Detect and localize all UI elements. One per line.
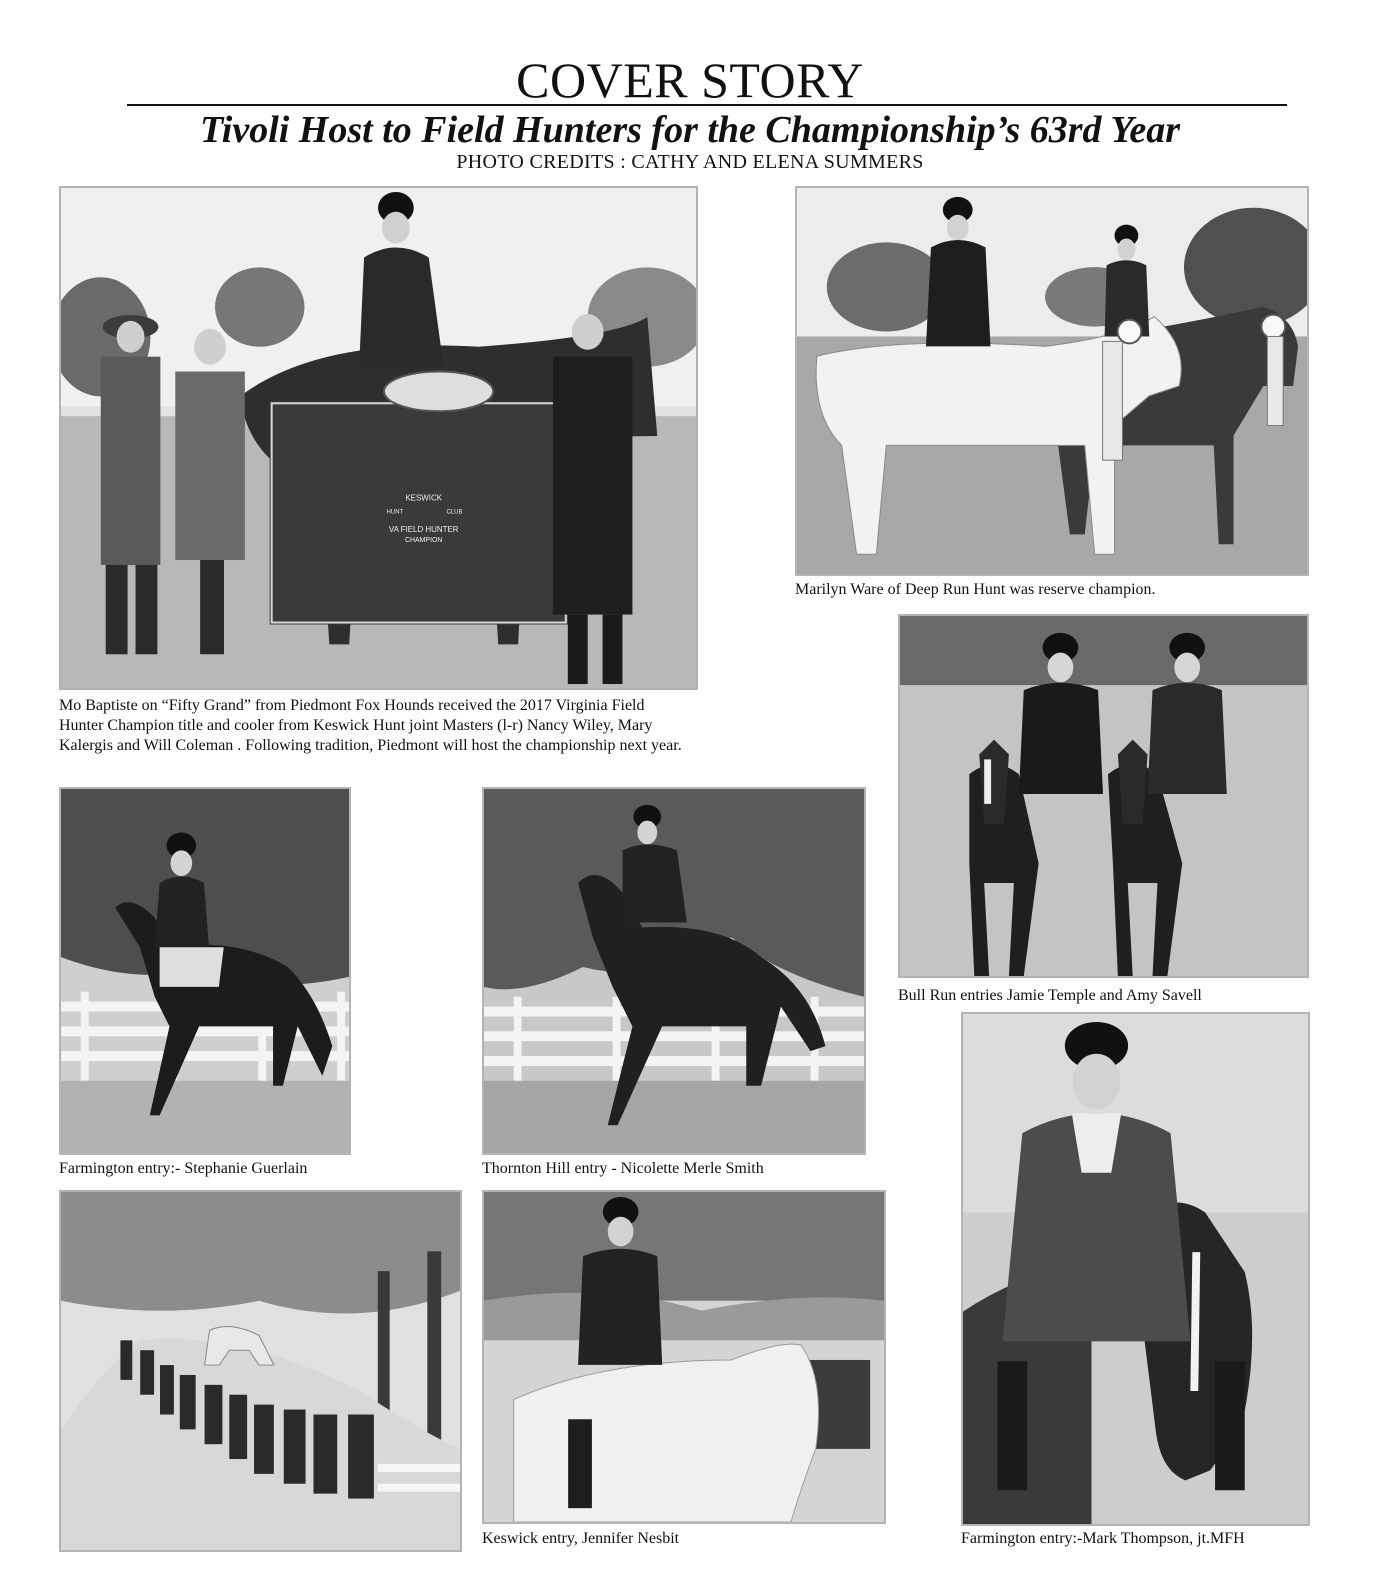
champion-caption: Mo Baptiste on “Fifty Grand” from Piedmont Fox Hounds received the 2017 Virginia Field Hunter Champion title and cooler from Keswick Hunt joint Masters (l-r) Nancy Wiley, Mary Kalergis and Will Coleman . Following tradition, Piedmont will host the championship next year. — [59, 697, 682, 754]
keswick-photo — [482, 1190, 886, 1524]
title-rule — [127, 104, 1287, 106]
guerlain-photo — [59, 787, 351, 1155]
photo-credits: PHOTO CREDITS : CATHY AND ELENA SUMMERS — [456, 151, 924, 173]
champion-photo — [59, 186, 698, 690]
cooler-line-4: VA FIELD HUNTER — [388, 525, 459, 535]
section-title: COVER STORY — [516, 52, 864, 108]
thornton-photo — [482, 787, 866, 1155]
field-photo — [59, 1190, 462, 1552]
thornton-caption: Thornton Hill entry - Nicolette Merle Smith — [482, 1160, 764, 1177]
headline: Tivoli Host to Field Hunters for the Championship’s 63rd Year — [199, 109, 1181, 151]
cooler-line-1: KESWICK — [405, 493, 443, 503]
cooler-line-2: HUNT — [386, 509, 404, 516]
cooler-line-3: CLUB — [446, 509, 463, 516]
thompson-photo — [961, 1012, 1310, 1526]
reserve-caption: Marilyn Ware of Deep Run Hunt was reserve champion. — [795, 581, 1156, 598]
guerlain-caption: Farmington entry:- Stephanie Guerlain — [59, 1160, 308, 1177]
reserve-photo — [795, 186, 1309, 576]
cooler-line-5: CHAMPION — [405, 537, 443, 545]
keswick-caption: Keswick entry, Jennifer Nesbit — [482, 1530, 680, 1547]
bull-run-photo — [898, 614, 1309, 978]
bull-run-caption: Bull Run entries Jamie Temple and Amy Savell — [898, 987, 1202, 1004]
thompson-caption: Farmington entry:-Mark Thompson, jt.MFH — [961, 1530, 1245, 1547]
